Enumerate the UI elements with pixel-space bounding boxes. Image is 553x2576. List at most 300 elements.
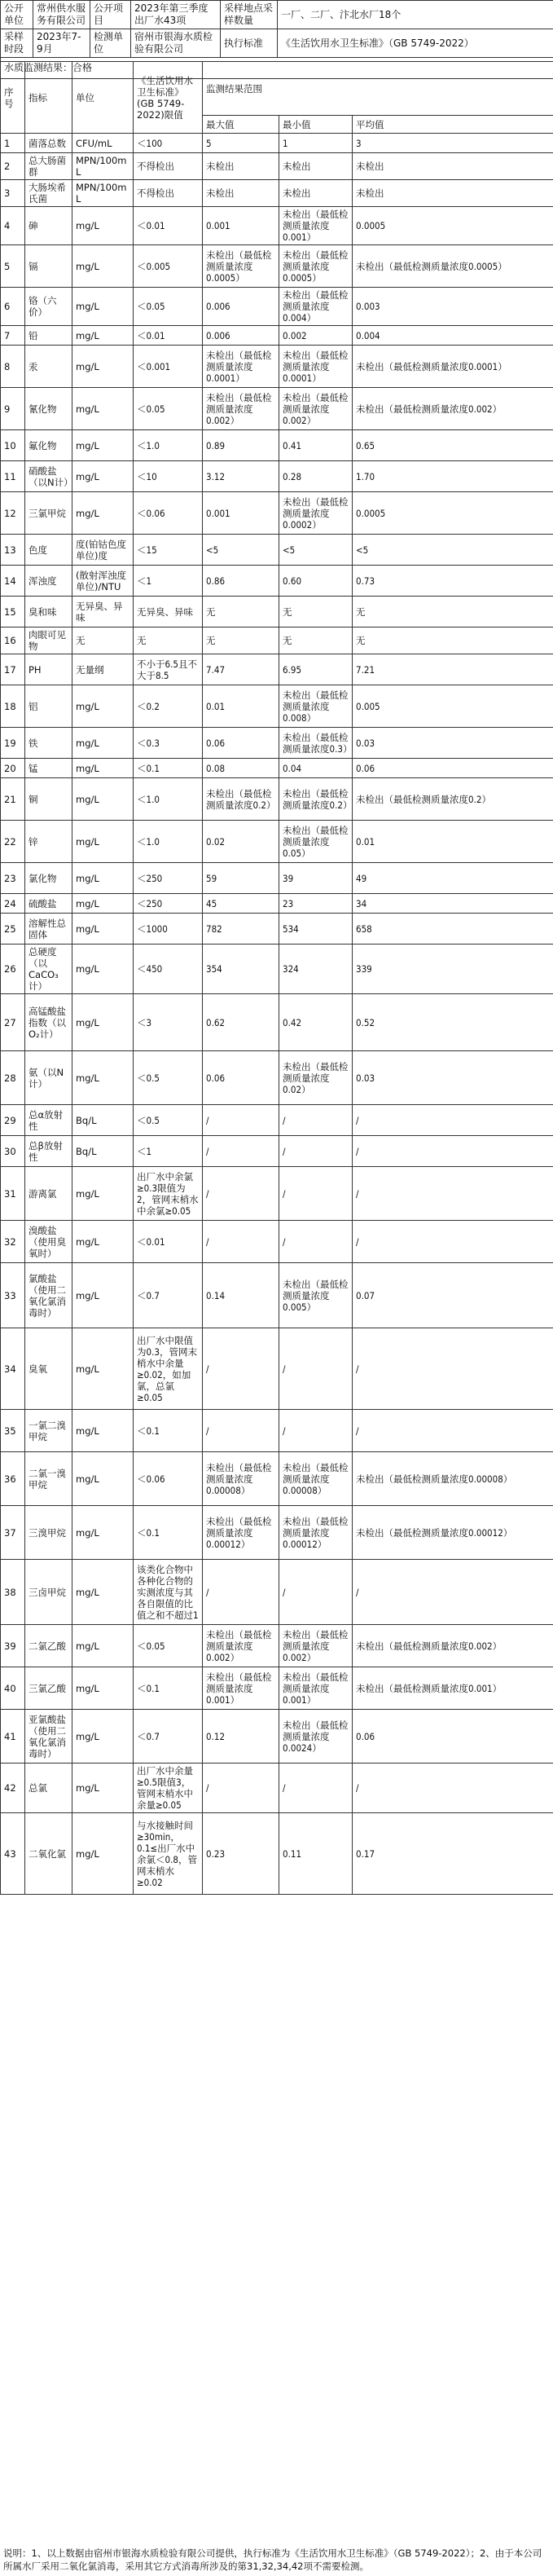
row-unit: mg/L (72, 1051, 134, 1105)
row-name: 肉眼可见物 (25, 627, 72, 654)
row-limit: 无 (134, 627, 203, 654)
row-name: PH (25, 654, 72, 685)
row-avg: 未检出（最低检测质量浓度0.0001） (353, 346, 553, 388)
row-avg: 未检出（最低检测质量浓度0.002） (353, 388, 553, 430)
row-name: 氰化物 (25, 388, 72, 430)
row-limit: ＜450 (134, 945, 203, 994)
row-limit: ＜0.06 (134, 492, 203, 535)
row-unit: mg/L (72, 945, 134, 994)
row-max: 0.06 (203, 1051, 279, 1105)
row-unit: mg/L (72, 430, 134, 461)
row-max: / (203, 1167, 279, 1221)
row-min: 534 (279, 914, 353, 945)
row-limit: 出厂水中余氯≥0.3限值为2，管网末梢水中余氯≥0.05 (134, 1167, 203, 1221)
row-unit: MPN/100mL (72, 180, 134, 207)
row-no: 11 (1, 461, 25, 492)
value-sampling-period: 2023年7-9月 (33, 29, 90, 58)
row-no: 7 (1, 326, 25, 346)
row-limit: ＜3 (134, 994, 203, 1051)
table-row (1, 1263, 553, 1328)
row-name: 游离氯 (25, 1167, 72, 1221)
row-max: 3.12 (203, 461, 279, 492)
row-limit: ＜0.1 (134, 759, 203, 778)
row-no: 4 (1, 207, 25, 245)
row-avg: 0.01 (353, 821, 553, 863)
row-name: 氯化物 (25, 863, 72, 894)
table-row (1, 288, 553, 326)
row-name: 铅 (25, 326, 72, 346)
row-name: 镉 (25, 245, 72, 288)
row-max: / (203, 1221, 279, 1263)
row-unit: mg/L (72, 1410, 134, 1452)
col-header-unit: 单位 (72, 62, 134, 134)
row-min: 324 (279, 945, 353, 994)
row-min: 23 (279, 894, 353, 914)
row-min: 0.60 (279, 566, 353, 597)
row-no: 20 (1, 759, 25, 778)
row-no: 22 (1, 821, 25, 863)
row-no: 32 (1, 1221, 25, 1263)
row-min: 未检出（最低检测质量浓度0.0005） (279, 245, 353, 288)
row-avg: 658 (353, 914, 553, 945)
row-min: 未检出（最低检测质量浓度0.002） (279, 388, 353, 430)
row-min: 未检出 (279, 180, 353, 207)
row-avg: / (353, 1560, 553, 1625)
row-limit: 出厂水中限值为0.3，管网末梢水中余量≥0.02，如加氯，总氯≥0.05 (134, 1328, 203, 1410)
row-max: 0.62 (203, 994, 279, 1051)
results-table (0, 61, 553, 1895)
row-name: 总β放射性 (25, 1136, 72, 1167)
row-avg: 0.06 (353, 1710, 553, 1764)
table-row (1, 566, 553, 597)
row-limit: 不得检出 (134, 180, 203, 207)
row-max: 0.89 (203, 430, 279, 461)
table-row (1, 1410, 553, 1452)
row-limit: ＜0.3 (134, 728, 203, 759)
table-row (1, 1560, 553, 1625)
row-name: 二氧化氯 (25, 1813, 72, 1895)
value-publish-unit: 常州供水服务有限公司 (33, 1, 90, 29)
row-unit: mg/L (72, 1221, 134, 1263)
row-min: / (279, 1105, 353, 1136)
row-name: 硫酸盐 (25, 894, 72, 914)
table-row (1, 535, 553, 566)
row-min: 无 (279, 597, 353, 627)
row-unit: mg/L (72, 778, 134, 821)
row-limit: ＜0.01 (134, 1221, 203, 1263)
row-name: 一氯二溴甲烷 (25, 1410, 72, 1452)
row-unit: mg/L (72, 1452, 134, 1506)
row-no: 33 (1, 1263, 25, 1328)
table-row (1, 1136, 553, 1167)
row-avg: 0.06 (353, 759, 553, 778)
value-testing-unit: 宿州市银海水质检验有限公司 (131, 29, 221, 58)
row-name: 溶解性总固体 (25, 914, 72, 945)
table-row (1, 153, 553, 180)
row-min: 0.04 (279, 759, 353, 778)
label-testing-unit: 检测单位 (90, 29, 131, 58)
row-min: 无 (279, 627, 353, 654)
row-max: / (203, 1105, 279, 1136)
col-header-range: 监测结果范围 (203, 62, 553, 116)
row-max: 0.001 (203, 207, 279, 245)
row-no: 5 (1, 245, 25, 288)
table-row (1, 1667, 553, 1710)
row-no: 30 (1, 1136, 25, 1167)
row-unit: mg/L (72, 1764, 134, 1813)
label-publish-item: 公开项目 (90, 1, 131, 29)
row-avg: 0.52 (353, 994, 553, 1051)
row-max: 无 (203, 597, 279, 627)
table-row (1, 994, 553, 1051)
row-max: / (203, 1136, 279, 1167)
row-avg: 无 (353, 627, 553, 654)
table-row (1, 685, 553, 728)
row-limit: ＜0.7 (134, 1710, 203, 1764)
table-row (1, 1710, 553, 1764)
row-unit: mg/L (72, 1560, 134, 1625)
table-row (1, 180, 553, 207)
row-no: 27 (1, 994, 25, 1051)
table-row (1, 326, 553, 346)
row-unit: mg/L (72, 492, 134, 535)
row-no: 36 (1, 1452, 25, 1506)
row-unit: mg/L (72, 863, 134, 894)
table-row (1, 1051, 553, 1105)
row-avg: / (353, 1221, 553, 1263)
row-avg: 0.005 (353, 685, 553, 728)
row-limit: 与水接触时间≥30min，0.1≤出厂水中余氯＜0.8，管网末梢水≥0.02 (134, 1813, 203, 1895)
row-limit: ＜0.06 (134, 1452, 203, 1506)
row-name: 三卤甲烷 (25, 1560, 72, 1625)
row-min: 未检出（最低检测质量浓度0.001） (279, 207, 353, 245)
row-min: 未检出（最低检测质量浓度0.005） (279, 1263, 353, 1328)
row-avg: / (353, 1410, 553, 1452)
row-max: 未检出 (203, 180, 279, 207)
row-unit: mg/L (72, 821, 134, 863)
row-avg: 339 (353, 945, 553, 994)
row-max: 5 (203, 134, 279, 153)
row-avg: 0.0005 (353, 492, 553, 535)
conclusion-text: 水质监测结果：合格 (1, 58, 553, 79)
row-limit: ＜1.0 (134, 821, 203, 863)
row-min: 未检出（最低检测质量浓度0.2） (279, 778, 353, 821)
row-min: 1 (279, 134, 353, 153)
row-max: 0.001 (203, 492, 279, 535)
row-avg: 未检出（最低检测质量浓度0.2） (353, 778, 553, 821)
row-no: 18 (1, 685, 25, 728)
row-unit: mg/L (72, 326, 134, 346)
row-unit: mg/L (72, 1710, 134, 1764)
row-name: 臭和味 (25, 597, 72, 627)
row-no: 37 (1, 1506, 25, 1560)
row-max: 0.14 (203, 1263, 279, 1328)
table-row (1, 597, 553, 627)
table-row (1, 945, 553, 994)
row-name: 三氯乙酸 (25, 1667, 72, 1710)
row-name: 锌 (25, 821, 72, 863)
row-avg: 未检出 (353, 180, 553, 207)
row-no: 3 (1, 180, 25, 207)
row-name: 总α放射性 (25, 1105, 72, 1136)
row-limit: 无异臭、异味 (134, 597, 203, 627)
row-avg: / (353, 1764, 553, 1813)
row-max: 45 (203, 894, 279, 914)
row-no: 42 (1, 1764, 25, 1813)
row-unit: mg/L (72, 914, 134, 945)
row-name: 亚氯酸盐（使用二氧化氯消毒时） (25, 1710, 72, 1764)
header-row-1 (1, 1, 553, 29)
row-no: 29 (1, 1105, 25, 1136)
row-name: 铝 (25, 685, 72, 728)
row-limit: ＜0.1 (134, 1667, 203, 1710)
row-min: / (279, 1136, 353, 1167)
table-row (1, 914, 553, 945)
row-no: 16 (1, 627, 25, 654)
row-avg: 未检出 (353, 153, 553, 180)
row-no: 43 (1, 1813, 25, 1895)
label-sampling-site: 采样地点采样数量 (221, 1, 278, 29)
table-row (1, 430, 553, 461)
row-limit: ＜0.01 (134, 326, 203, 346)
row-name: 硝酸盐（以N计） (25, 461, 72, 492)
row-max: 0.01 (203, 685, 279, 728)
row-no: 38 (1, 1560, 25, 1625)
table-row (1, 654, 553, 685)
row-name: 溴酸盐（使用臭氧时） (25, 1221, 72, 1263)
table-row (1, 346, 553, 388)
row-name: 三溴甲烷 (25, 1506, 72, 1560)
header-row-2 (1, 29, 553, 58)
row-min: / (279, 1410, 353, 1452)
row-name: 菌落总数 (25, 134, 72, 153)
table-row (1, 134, 553, 153)
table-row (1, 821, 553, 863)
row-max: 未检出（最低检测质量浓度0.001） (203, 1667, 279, 1710)
column-header-row-1 (1, 62, 553, 116)
row-limit: ＜0.7 (134, 1263, 203, 1328)
row-no: 31 (1, 1167, 25, 1221)
row-limit: ＜0.1 (134, 1410, 203, 1452)
row-no: 41 (1, 1710, 25, 1764)
row-no: 26 (1, 945, 25, 994)
table-row (1, 1452, 553, 1506)
row-no: 24 (1, 894, 25, 914)
table-row (1, 1221, 553, 1263)
row-limit: ＜0.1 (134, 1506, 203, 1560)
row-unit: mg/L (72, 1167, 134, 1221)
row-unit: Bq/L (72, 1105, 134, 1136)
row-limit: ＜0.2 (134, 685, 203, 728)
table-row (1, 759, 553, 778)
row-min: 未检出 (279, 153, 353, 180)
row-limit: ＜1 (134, 566, 203, 597)
row-no: 2 (1, 153, 25, 180)
row-max: 无 (203, 627, 279, 654)
row-min: / (279, 1764, 353, 1813)
row-min: 未检出（最低检测质量浓度0.001） (279, 1667, 353, 1710)
row-avg: 0.003 (353, 288, 553, 326)
row-min: 未检出（最低检测质量浓度0.00012） (279, 1506, 353, 1560)
row-avg: <5 (353, 535, 553, 566)
row-avg: 未检出（最低检测质量浓度0.00012） (353, 1506, 553, 1560)
row-max: 未检出 (203, 153, 279, 180)
row-no: 12 (1, 492, 25, 535)
row-limit: ＜0.5 (134, 1105, 203, 1136)
row-name: 锰 (25, 759, 72, 778)
label-standard: 执行标准 (221, 29, 278, 58)
row-no: 21 (1, 778, 25, 821)
row-no: 34 (1, 1328, 25, 1410)
table-row (1, 1625, 553, 1667)
row-max: / (203, 1410, 279, 1452)
row-limit: 不小于6.5且不大于8.5 (134, 654, 203, 685)
row-min: 0.11 (279, 1813, 353, 1895)
row-max: 0.006 (203, 288, 279, 326)
row-limit: ＜0.05 (134, 388, 203, 430)
row-unit: 度(铂钴色度单位)度 (72, 535, 134, 566)
table-row (1, 461, 553, 492)
row-max: 0.08 (203, 759, 279, 778)
row-min: 未检出（最低检测质量浓度0.0001） (279, 346, 353, 388)
row-limit: 不得检出 (134, 153, 203, 180)
row-avg: 3 (353, 134, 553, 153)
row-min: / (279, 1560, 353, 1625)
row-limit: ＜1.0 (134, 778, 203, 821)
row-unit: mg/L (72, 1625, 134, 1667)
row-unit: mg/L (72, 685, 134, 728)
row-unit: 无量纲 (72, 654, 134, 685)
row-avg: / (353, 1105, 553, 1136)
row-min: 39 (279, 863, 353, 894)
row-no: 17 (1, 654, 25, 685)
row-limit: ＜0.001 (134, 346, 203, 388)
row-avg: 34 (353, 894, 553, 914)
row-name: 色度 (25, 535, 72, 566)
row-avg: 7.21 (353, 654, 553, 685)
row-limit: ＜0.5 (134, 1051, 203, 1105)
row-min: 未检出（最低检测质量浓度0.00008） (279, 1452, 353, 1506)
row-no: 6 (1, 288, 25, 326)
row-max: / (203, 1764, 279, 1813)
row-limit: ＜1000 (134, 914, 203, 945)
row-avg: 0.07 (353, 1263, 553, 1328)
table-row (1, 1105, 553, 1136)
table-row (1, 245, 553, 288)
table-row (1, 1167, 553, 1221)
value-publish-item: 2023年第三季度出厂水43项 (131, 1, 221, 29)
row-max: 未检出（最低检测质量浓度0.002） (203, 388, 279, 430)
row-no: 10 (1, 430, 25, 461)
row-limit: ＜0.005 (134, 245, 203, 288)
row-name: 三氯甲烷 (25, 492, 72, 535)
row-unit: MPN/100mL (72, 153, 134, 180)
row-name: 氯酸盐（使用二氧化氯消毒时） (25, 1263, 72, 1328)
row-no: 35 (1, 1410, 25, 1452)
row-name: 氟化物 (25, 430, 72, 461)
row-max: 0.006 (203, 326, 279, 346)
row-name: 总氯 (25, 1764, 72, 1813)
row-no: 19 (1, 728, 25, 759)
row-max: 未检出（最低检测质量浓度0.2） (203, 778, 279, 821)
row-no: 9 (1, 388, 25, 430)
row-unit: mg/L (72, 1263, 134, 1328)
row-avg: 49 (353, 863, 553, 894)
row-unit: 无异臭、异味 (72, 597, 134, 627)
row-name: 铬（六价） (25, 288, 72, 326)
row-max: 0.06 (203, 728, 279, 759)
row-unit: mg/L (72, 388, 134, 430)
row-max: 未检出（最低检测质量浓度0.002） (203, 1625, 279, 1667)
row-max: / (203, 1328, 279, 1410)
row-max: 59 (203, 863, 279, 894)
row-no: 1 (1, 134, 25, 153)
row-max: 未检出（最低检测质量浓度0.0001） (203, 346, 279, 388)
row-name: 大肠埃希氏菌 (25, 180, 72, 207)
value-standard: 《生活饮用水卫生标准》（GB 5749-2022） (278, 29, 553, 58)
row-no: 28 (1, 1051, 25, 1105)
row-unit: CFU/mL (72, 134, 134, 153)
row-name: 铜 (25, 778, 72, 821)
row-min: 未检出（最低检测质量浓度0.002） (279, 1625, 353, 1667)
results-body (1, 134, 553, 1895)
label-sampling-period: 采样时段 (1, 29, 33, 58)
row-name: 总硬度（以CaCO₃计） (25, 945, 72, 994)
row-no: 14 (1, 566, 25, 597)
row-no: 15 (1, 597, 25, 627)
row-unit: mg/L (72, 894, 134, 914)
table-row (1, 207, 553, 245)
row-no: 8 (1, 346, 25, 388)
table-row (1, 492, 553, 535)
row-unit: (散射浑浊度单位)/NTU (72, 566, 134, 597)
row-limit: 该类化合物中各种化合物的实测浓度与其各自限值的比值之和不超过1 (134, 1560, 203, 1625)
row-avg: 0.03 (353, 1051, 553, 1105)
row-avg: / (353, 1167, 553, 1221)
row-max: 0.86 (203, 566, 279, 597)
row-avg: 0.03 (353, 728, 553, 759)
row-min: 未检出（最低检测质量浓度0.05） (279, 821, 353, 863)
row-name: 总大肠菌群 (25, 153, 72, 180)
row-name: 臭氧 (25, 1328, 72, 1410)
row-min: / (279, 1167, 353, 1221)
row-limit: ＜1 (134, 1136, 203, 1167)
row-name: 汞 (25, 346, 72, 388)
table-row (1, 894, 553, 914)
row-unit: mg/L (72, 346, 134, 388)
row-unit: mg/L (72, 1328, 134, 1410)
row-no: 40 (1, 1667, 25, 1710)
table-row (1, 1813, 553, 1895)
label-publish-unit: 公开单位 (1, 1, 33, 29)
row-name: 铁 (25, 728, 72, 759)
row-no: 39 (1, 1625, 25, 1667)
row-limit: ＜10 (134, 461, 203, 492)
row-avg: / (353, 1136, 553, 1167)
row-limit: ＜1.0 (134, 430, 203, 461)
col-header-min: 最小值 (279, 116, 353, 134)
row-unit: mg/L (72, 1506, 134, 1560)
row-min: 未检出（最低检测质量浓度0.008） (279, 685, 353, 728)
row-avg: 未检出（最低检测质量浓度0.00008） (353, 1452, 553, 1506)
col-header-avg: 平均值 (353, 116, 553, 134)
row-unit: mg/L (72, 759, 134, 778)
row-unit: mg/L (72, 728, 134, 759)
row-max: <5 (203, 535, 279, 566)
row-max: 未检出（最低检测质量浓度0.0005） (203, 245, 279, 288)
row-max: 0.02 (203, 821, 279, 863)
row-limit: ＜15 (134, 535, 203, 566)
